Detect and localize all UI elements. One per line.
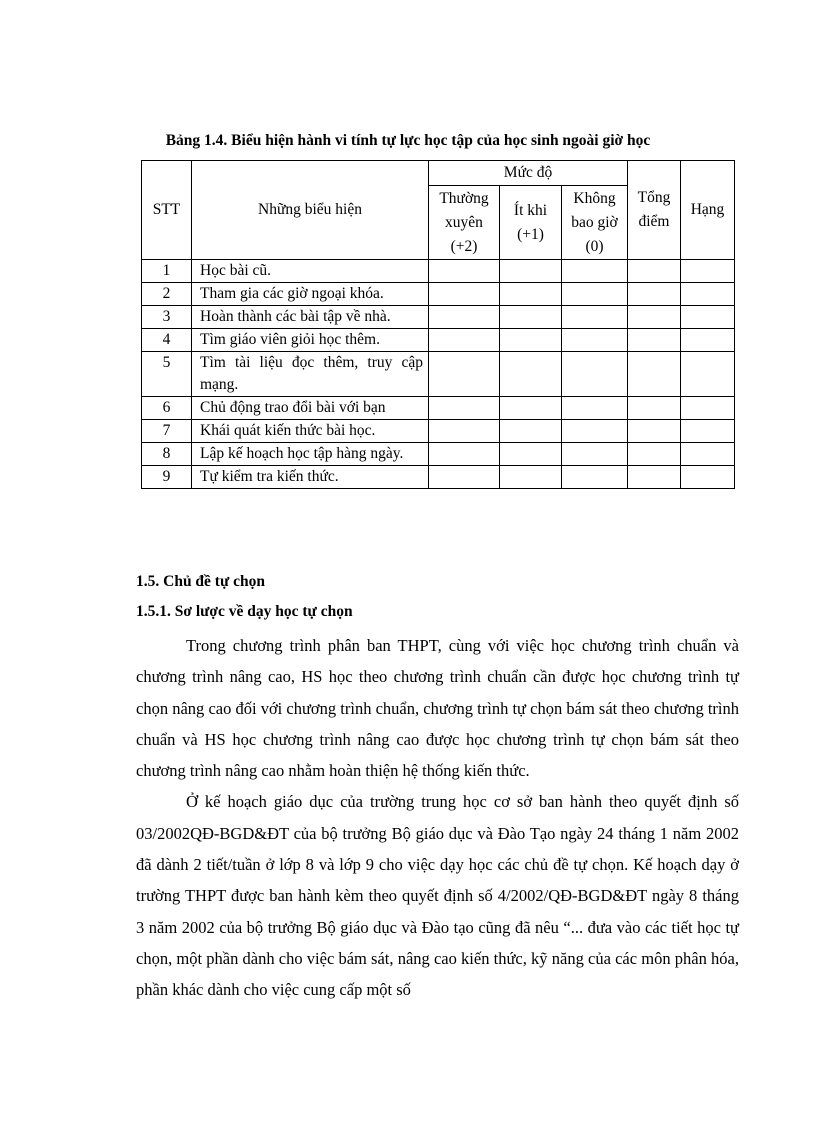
row-stt: 1 — [142, 260, 192, 283]
row-stt: 8 — [142, 443, 192, 466]
empty-cell — [429, 420, 500, 443]
empty-cell — [562, 260, 628, 283]
table-body — [142, 260, 735, 489]
paragraph-1: Trong chương trình phân ban THPT, cùng với việc học chương trình chuẩn và chương trình nâng cao, HS học theo chương trình chuẩn cần được học chương trình tự chọn nâng cao đối với chương trình chuẩn, chương trình tự chọn bám sát theo chương trình chuẩn và HS học chương trình nâng cao được học chương trình tự chọn bám sát theo chương trình nâng cao nhằm hoàn thiện hệ thống kiến thức. — [136, 636, 739, 781]
empty-cell — [562, 397, 628, 420]
paragraph-2: Ở kế hoạch giáo dục của trường trung học cơ sở ban hành theo quyết định số 03/2002QĐ-BGD&ĐT của bộ trưởng Bộ giáo dục và Đào Tạo ngày 24 tháng 1 năm 2002 đã dành 2 tiết/tuần ở lớp 8 và lớp 9 cho việc dạy học các chủ đề tự chọn. Kế hoạch dạy ở trường THPT được ban hành kèm theo quyết định số 4/2002/QĐ-BGD&ĐT ngày 8 tháng 3 năm 2002 của bộ trưởng Bộ giáo dục và Đào tạo cũng đã nêu “... đưa vào các tiết học tự chọn, một phần dành cho việc bám sát, nâng cao kiến thức, kỹ năng của các môn phân hóa, phần khác dành cho việc cung cấp một số — [136, 792, 739, 1000]
row-stt: 9 — [142, 466, 192, 489]
table-row — [142, 283, 735, 306]
header-hang: Hạng — [681, 161, 735, 260]
table-row — [142, 397, 735, 420]
table-row — [142, 352, 735, 397]
empty-cell — [681, 352, 735, 397]
empty-cell — [500, 306, 562, 329]
empty-cell — [628, 420, 681, 443]
empty-cell — [429, 352, 500, 397]
header-bieu-hien: Những biểu hiện — [192, 161, 429, 260]
empty-cell — [500, 443, 562, 466]
empty-cell — [429, 466, 500, 489]
row-stt: 2 — [142, 283, 192, 306]
empty-cell — [429, 306, 500, 329]
empty-cell — [429, 329, 500, 352]
empty-cell — [681, 306, 735, 329]
empty-cell — [500, 329, 562, 352]
row-text: Tham gia các giờ ngoại khóa. — [192, 283, 429, 306]
header-it-khi: Ít khi (+1) — [500, 186, 562, 260]
row-text: Tự kiểm tra kiến thức. — [192, 466, 429, 489]
row-text: Tìm giáo viên giỏi học thêm. — [192, 329, 429, 352]
empty-cell — [562, 352, 628, 397]
row-text: Lập kế hoạch học tập hàng ngày. — [192, 443, 429, 466]
empty-cell — [681, 260, 735, 283]
empty-cell — [429, 397, 500, 420]
header-thuong-xuyen: Thường xuyên (+2) — [429, 186, 500, 260]
row-stt: 6 — [142, 397, 192, 420]
row-text: Tìm tài liệu đọc thêm, truy cập mạng. — [192, 352, 429, 397]
empty-cell — [628, 306, 681, 329]
empty-cell — [500, 260, 562, 283]
empty-cell — [681, 283, 735, 306]
empty-cell — [628, 352, 681, 397]
body-text — [136, 630, 739, 1006]
empty-cell — [681, 443, 735, 466]
empty-cell — [628, 329, 681, 352]
empty-cell — [681, 420, 735, 443]
table-row — [142, 306, 735, 329]
header-stt: STT — [142, 161, 192, 260]
empty-cell — [562, 283, 628, 306]
empty-cell — [500, 420, 562, 443]
empty-cell — [628, 283, 681, 306]
row-stt: 4 — [142, 329, 192, 352]
empty-cell — [681, 397, 735, 420]
table-row — [142, 443, 735, 466]
empty-cell — [429, 443, 500, 466]
row-stt: 7 — [142, 420, 192, 443]
row-stt: 3 — [142, 306, 192, 329]
row-stt: 5 — [142, 352, 192, 397]
empty-cell — [500, 283, 562, 306]
header-tong-diem: Tổng điểm — [628, 161, 681, 260]
section-heading: 1.5. Chủ đề tự chọn — [136, 573, 266, 590]
empty-cell — [429, 283, 500, 306]
survey-table — [141, 160, 735, 489]
header-khong-bao-gio: Không bao giờ (0) — [562, 186, 628, 260]
row-text: Khái quát kiến thức bài học. — [192, 420, 429, 443]
row-text: Chủ động trao đổi bài với bạn — [192, 397, 429, 420]
row-text: Hoàn thành các bài tập về nhà. — [192, 306, 429, 329]
table-row — [142, 466, 735, 489]
empty-cell — [562, 306, 628, 329]
empty-cell — [562, 420, 628, 443]
empty-cell — [628, 443, 681, 466]
empty-cell — [562, 466, 628, 489]
empty-cell — [562, 329, 628, 352]
empty-cell — [628, 260, 681, 283]
table-caption: Bảng 1.4. Biểu hiện hành vi tính tự lực học tập của học sinh ngoài giờ học — [165, 132, 651, 149]
row-text: Học bài cũ. — [192, 260, 429, 283]
section-subheading: 1.5.1. Sơ lược về dạy học tự chọn — [136, 603, 353, 620]
table-row — [142, 260, 735, 283]
empty-cell — [500, 466, 562, 489]
empty-cell — [500, 397, 562, 420]
empty-cell — [429, 260, 500, 283]
empty-cell — [681, 466, 735, 489]
empty-cell — [681, 329, 735, 352]
empty-cell — [628, 466, 681, 489]
empty-cell — [500, 352, 562, 397]
empty-cell — [562, 443, 628, 466]
empty-cell — [628, 397, 681, 420]
table-row — [142, 329, 735, 352]
table-row — [142, 420, 735, 443]
header-muc-do: Mức độ — [429, 161, 628, 186]
